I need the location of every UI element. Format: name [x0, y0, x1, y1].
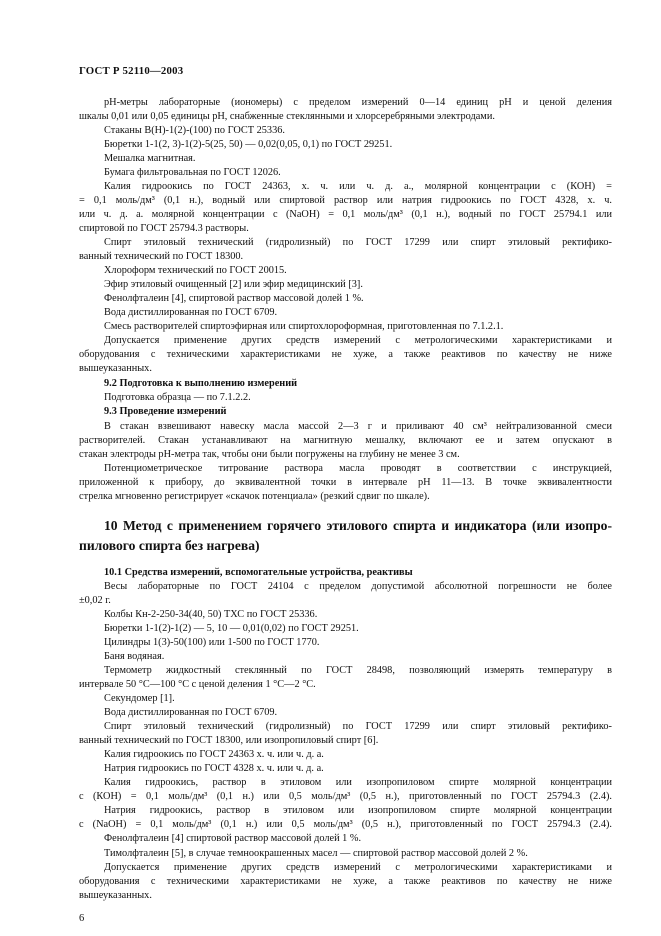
text-line: pH-метры лабораторные (иономеры) с пределом измерений 0—14 единиц pH и ценой деления	[104, 97, 612, 108]
text-line: приложенной к прибору, до эквивалентной точки в интервале pH 11—13. В точке эквивалентности	[79, 477, 612, 488]
text-line: ±0,02 г.	[79, 595, 111, 606]
text-line: Хлороформ технический по ГОСТ 20015.	[104, 265, 287, 276]
text-line: Натрия гидроокись по ГОСТ 4328 х. ч. или ч. д. а.	[104, 763, 324, 774]
text-line: Цилиндры 1(3)-50(100) или 1-500 по ГОСТ 1770.	[104, 637, 320, 648]
section-heading: 9.3 Проведение измерений	[104, 406, 227, 417]
text-line: Потенциометрическое титрование раствора масла проводят в соответствии с инструкцией,	[104, 463, 612, 474]
section-heading: 9.2 Подготовка к выполнению измерений	[104, 378, 298, 389]
text-line: Колбы Кн-2-250-34(40, 50) ТХС по ГОСТ 25336.	[104, 609, 318, 620]
text-line: Смесь растворителей спиртоэфирная или спиртохлороформная, приготовленная по 7.1.2.1.	[104, 321, 504, 332]
text-line: c (NaOH) = 0,1 моль/дм³ (0,1 н.) или 0,5 моль/дм³ (0,5 н.), приготовленный по ГОСТ 25794.3 (2.4).	[79, 819, 612, 830]
text-line: Бюретки 1-1(2)-1(2) — 5, 10 — 0,01(0,02) по ГОСТ 29251.	[104, 623, 359, 634]
text-line: Калия гидроокись по ГОСТ 24363 х. ч. или ч. д. а.	[104, 749, 324, 760]
text-line: Калия гидроокись по ГОСТ 24363, х. ч. или ч. д. а., молярной концентрации c (КОН) =	[104, 181, 612, 192]
text-line: Бумага фильтровальная по ГОСТ 12026.	[104, 167, 281, 178]
text-line: Баня водяная.	[104, 651, 165, 662]
document-header: ГОСТ Р 52110—2003	[79, 65, 184, 77]
text-line: Бюретки 1-1(2, 3)-1(2)-5(25, 50) — 0,02(0,05, 0,1) по ГОСТ 29251.	[104, 139, 393, 150]
text-line: Стаканы В(Н)-1(2)-(100) по ГОСТ 25336.	[104, 125, 285, 136]
text-line: Весы лабораторные по ГОСТ 24104 с пределом допустимой абсолютной погрешности не более	[104, 581, 612, 592]
text-line: ванный технический по ГОСТ 18300.	[79, 251, 244, 262]
text-line: стрелка мгновенно регистрирует «скачок потенциала» (резкий сдвиг по шкале).	[79, 491, 430, 502]
text-line: Калия гидроокись, раствор в этиловом или изопропиловом спирте молярной концентрации	[104, 777, 612, 788]
text-line: Секундомер [1].	[104, 693, 175, 704]
text-line: Спирт этиловый технический (гидролизный) по ГОСТ 17299 или спирт этиловый ректифико-	[104, 721, 612, 732]
text-line: Натрия гидроокись, раствор в этиловом или изопропиловом спирте молярной концентрации	[104, 805, 612, 816]
text-line: Вода дистиллированная по ГОСТ 6709.	[104, 707, 278, 718]
text-line: оборудования с техническими характеристиками не хуже, а также реактивов по качеству не ниже	[79, 349, 612, 360]
text-line: ванный технический по ГОСТ 18300, или изопропиловый спирт [6].	[79, 735, 379, 746]
text-line: Подготовка образца — по 7.1.2.2.	[104, 392, 251, 403]
text-line: Допускается применение других средств измерений с метрологическими характеристиками и	[104, 862, 612, 873]
text-line: спиртовой по ГОСТ 25794.3 растворы.	[79, 223, 249, 234]
text-line: или ч. д. а. молярной концентрации c (NaOH) = 0,1 моль/дм³ (0,1 н.), водный по ГОСТ 25794.1 или	[79, 209, 612, 220]
text-line: вышеуказанных.	[79, 890, 152, 901]
section-heading: 10.1 Средства измерений, вспомогательные устройства, реактивы	[104, 567, 413, 578]
text-line: стакан электроды pH-метра так, чтобы они были погружены на глубину не менее 3 см.	[79, 449, 460, 460]
chapter-heading: пилового спирта без нагрева)	[79, 538, 260, 553]
text-line: Мешалка магнитная.	[104, 153, 196, 164]
text-line: Фенолфталеин [4], спиртовой раствор массовой долей 1 %.	[104, 293, 364, 304]
text-line: Фенолфталеин [4] спиртовой раствор массовой долей 1 %.	[104, 833, 362, 844]
text-line: Спирт этиловый технический (гидролизный) по ГОСТ 17299 или спирт этиловый ректифико-	[104, 237, 612, 248]
text-line: вышеуказанных.	[79, 363, 152, 374]
text-line: = 0,1 моль/дм³ (0,1 н.), водный или спиртовой раствор или натрия гидроокись по ГОСТ 4328, х. ч.	[79, 195, 612, 206]
text-line: шкалы 0,01 или 0,05 единицы pH, снабженные стеклянными и хлорсеребряными электродами.	[79, 111, 495, 122]
text-line: оборудования с техническими характеристиками не хуже, а также реактивов по качеству не ниже	[79, 876, 612, 887]
text-line: c (КОН) = 0,1 моль/дм³ (0,1 н.) или 0,5 моль/дм³ (0,5 н.), приготовленный по ГОСТ 25794.3 (2.4).	[79, 791, 612, 802]
text-line: Допускается применение других средств измерений с метрологическими характеристиками и	[104, 335, 612, 346]
page-number: 6	[79, 913, 85, 924]
text-line: Термометр жидкостный стеклянный по ГОСТ 28498, позволяющий измерять температуру в	[104, 665, 612, 676]
text-line: Эфир этиловый очищенный [2] или эфир медицинский [3].	[104, 279, 363, 290]
chapter-heading: 10 Метод с применением горячего этилового спирта и индикатора (или изопро-	[104, 518, 612, 533]
text-line: Тимолфталеин [5], в случае темноокрашенных масел — спиртовой раствор массовой долей 2 %.	[104, 848, 528, 859]
text-line: В стакан взвешивают навеску масла массой 2—3 г и приливают 40 см³ нейтрализованной смеси	[104, 421, 612, 432]
text-line: растворителей. Стакан устанавливают на магнитную мешалку, включают ее и затем опускают в	[79, 435, 612, 446]
text-line: Вода дистиллированная по ГОСТ 6709.	[104, 307, 278, 318]
text-line: интервале 50 °С—100 °С с ценой деления 1 °С—2 °С.	[79, 679, 316, 690]
